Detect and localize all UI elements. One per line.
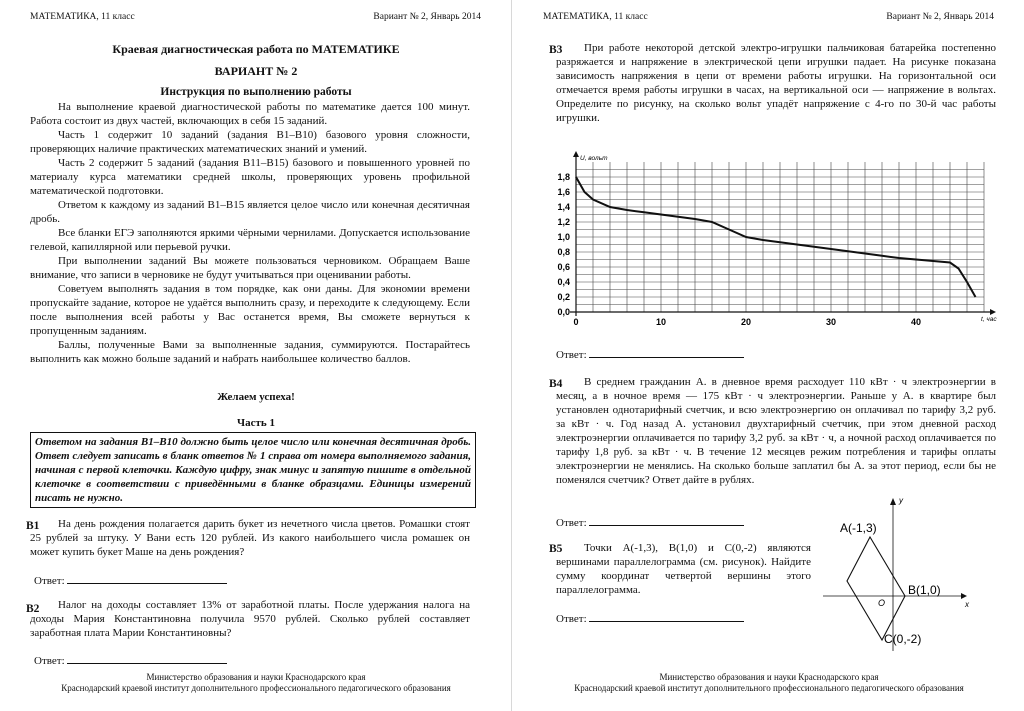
y-tick-label: 0,2 bbox=[557, 292, 570, 302]
y-tick-label: 1,6 bbox=[557, 187, 570, 197]
instruction-paragraph: Ответом к каждому из заданий B1–B15 является целое число или конечная десятичная дробь. bbox=[30, 199, 470, 225]
footer bbox=[20, 672, 492, 694]
answer-label: Ответ: bbox=[34, 655, 65, 667]
x-axis-arrow bbox=[990, 309, 996, 315]
x-axis-label: t, час bbox=[981, 316, 997, 323]
page-title: Краевая диагностическая работа по МАТЕМАТИКЕ bbox=[112, 42, 400, 56]
task-b2-text: Налог на доходы составляет 13% от заработной платы. После удержания налога на доходы Мария Константиновна получила 9570 рублей. Сколько рублей составляет заработная плата Марии Константиновны? bbox=[30, 599, 470, 639]
answer-field-b2[interactable] bbox=[67, 653, 227, 664]
y-tick-label: 0,0 bbox=[557, 307, 570, 317]
answer-line-b4 bbox=[556, 515, 744, 529]
answer-field-b3[interactable] bbox=[589, 347, 744, 358]
task-code-b3: B3 bbox=[549, 44, 563, 56]
instruction-paragraph: Баллы, полученные Вами за выполненные задания, суммируются. Постарайтесь выполнить как можно больше заданий и набрать наибольшее количество баллов. bbox=[30, 339, 470, 365]
task-code-b4: B4 bbox=[549, 378, 563, 390]
y-tick-label: 1,8 bbox=[557, 172, 570, 182]
answer-line-b5 bbox=[556, 611, 744, 625]
footer bbox=[533, 672, 1005, 694]
answer-line-b2 bbox=[34, 653, 227, 667]
header-variant: Вариант № 2, Январь 2014 bbox=[373, 12, 481, 22]
y-axis-label: y bbox=[899, 496, 903, 505]
task-b3-text: При работе некоторой детской электро-игрушки пальчиковая батарейка постепенно разряжается и напряжение в электрической цепи игрушки падает. На рисунке показана зависимость напряжения в цепи от времени работы игрушки. На горизонтальной оси отмечается время работы игрушки в часах, на вертикальной оси — напряжение в вольтах. Определите по рисунку, на сколько вольт упадёт напряжение с 4-го по 30-й час работы игрушки. bbox=[556, 42, 996, 124]
task-b4-text: В среднем гражданин А. в дневное время расходует 110 кВт · ч электроэнергии в месяц, а в ночное время — 175 кВт · ч электроэнергии. Раньше у А. в квартире был установлен однотарифный счетчик, и всю электроэнергию он оплачивал по тарифу 3,2 руб. за кВт · ч. Год назад А. установил двухтарифный счетчик, при этом дневной расход электроэнергии оплачивается по тарифу 3,2 руб. за кВт · ч, а ночной расход оплачивается по тарифу 1,8 руб. за кВт · ч. В течение 12 месяцев режим потребления и тарифы оплаты электроэнергии не менялись. На сколько больше заплатил бы А. за этот период, если бы не поменялся счетчик? Ответ дайте в рублях. bbox=[556, 376, 996, 486]
y-tick-label: 0,4 bbox=[557, 277, 570, 287]
answer-field-b1[interactable] bbox=[67, 573, 227, 584]
point-a-label: A(-1,3) bbox=[840, 521, 877, 535]
y-axis-arrow bbox=[573, 151, 579, 157]
answer-label: Ответ: bbox=[34, 575, 65, 587]
instruction-paragraph: На выполнение краевой диагностической работы по математике дается 100 минут. Работа состоит из двух частей, включающих в себя 15 заданий. bbox=[30, 101, 470, 127]
x-axis-arrow bbox=[961, 593, 967, 599]
footer-ministry: Министерство образования и науки Краснодарского края bbox=[146, 672, 366, 682]
task-b1-text: На день рождения полагается дарить букет из нечетного числа цветов. Ромашки стоят 25 рублей за штуку. У Вани есть 120 рублей. Из какого наибольшего числа ромашек он может купить букет Маше на день рождения? bbox=[30, 518, 470, 558]
y-axis-label: U, вольт bbox=[580, 155, 608, 162]
chart-grid bbox=[576, 162, 984, 312]
x-tick-label: 30 bbox=[825, 317, 837, 327]
part1-note-box: Ответом на задания B1–B10 должно быть целое число или конечная десятичная дробь. Ответ следует записать в бланк ответов № 1 справа от номера выполняемого задания, начиная с первой клеточки. Каждую цифру, знак минус и запятую пишите в отдельной клеточке в соответствии с приведёнными в бланке образцами. Единицы измерений писать не нужно. bbox=[30, 432, 476, 508]
answer-field-b5[interactable] bbox=[589, 611, 744, 622]
answer-label: Ответ: bbox=[556, 517, 587, 529]
footer-institute: Краснодарский краевой институт дополнительного профессионального педагогического образования bbox=[61, 683, 451, 693]
instruction-paragraph: Часть 2 содержит 5 заданий (задания B11–B15) базового и повышенного уровней по материалу курса математики средней школы, проверяющих уровень профильной математической подготовки. bbox=[30, 157, 470, 197]
origin-label: O bbox=[878, 598, 886, 608]
y-tick-label: 1,0 bbox=[557, 232, 570, 242]
footer-institute: Краснодарский краевой институт дополнительного профессионального педагогического образования bbox=[574, 683, 964, 693]
answer-line-b1 bbox=[34, 573, 227, 587]
y-tick-label: 0,8 bbox=[557, 247, 570, 257]
answer-label: Ответ: bbox=[556, 613, 587, 625]
answer-field-b4[interactable] bbox=[589, 515, 744, 526]
x-tick-label: 0 bbox=[573, 317, 579, 327]
y-tick-label: 0,6 bbox=[557, 262, 570, 272]
variant-title: ВАРИАНТ № 2 bbox=[214, 64, 298, 78]
y-tick-label: 1,4 bbox=[557, 202, 570, 212]
instruction-paragraph: Все бланки ЕГЭ заполняются яркими чёрными чернилами. Допускается использование гелевой, капиллярной или перьевой ручки. bbox=[30, 227, 470, 253]
answer-line-b3 bbox=[556, 347, 744, 361]
y-tick-label: 1,2 bbox=[557, 217, 570, 227]
task-code-b2: B2 bbox=[26, 603, 40, 615]
right-page bbox=[513, 0, 1024, 711]
x-tick-label: 40 bbox=[910, 317, 922, 327]
x-axis-label: x bbox=[965, 600, 969, 609]
instruction-paragraph: Часть 1 содержит 10 заданий (задания B1–B10) базового уровня сложности, проверяющих наличие практических математических знаний и умений. bbox=[30, 129, 470, 155]
point-c-label: C(0,-2) bbox=[884, 632, 922, 646]
wish-text: Желаем успеха! bbox=[217, 391, 295, 403]
parallelogram-figure bbox=[813, 495, 973, 653]
y-axis-arrow bbox=[890, 498, 896, 505]
instructions-body bbox=[30, 100, 470, 366]
task-code-b5: B5 bbox=[549, 543, 563, 555]
header-subject: МАТЕМАТИКА, 11 класс bbox=[543, 12, 648, 22]
chart-axes bbox=[570, 151, 996, 316]
instruction-paragraph: Советуем выполнять задания в том порядке, как они даны. Для экономии времени пропускайте задание, которое не удаётся выполнить сразу, и переходите к следующему. Если после выполнения всей работы у Вас останется время, Вы сможете вернуться к пропущенным заданиям. bbox=[30, 283, 470, 337]
task-b5-text: Точки A(-1,3), B(1,0) и C(0,-2) являются вершинами параллелограмма (см. рисунок). Найдите сумму координат четвертой вершины этого параллелограмма. bbox=[556, 542, 811, 596]
header-variant: Вариант № 2, Январь 2014 bbox=[886, 12, 994, 22]
header-subject: МАТЕМАТИКА, 11 класс bbox=[30, 12, 135, 22]
parallelogram bbox=[847, 537, 905, 640]
task-code-b1: B1 bbox=[26, 520, 40, 532]
instruction-paragraph: При выполнении заданий Вы можете пользоваться черновиком. Обращаем Ваше внимание, что записи в черновике не будут учитываться при оценивании работы. bbox=[30, 255, 470, 281]
instructions-title: Инструкция по выполнению работы bbox=[160, 86, 352, 98]
x-tick-label: 20 bbox=[740, 317, 752, 327]
answer-label: Ответ: bbox=[556, 349, 587, 361]
footer-ministry: Министерство образования и науки Краснодарского края bbox=[659, 672, 879, 682]
point-b-label: B(1,0) bbox=[908, 583, 941, 597]
x-tick-label: 10 bbox=[655, 317, 667, 327]
voltage-chart bbox=[548, 150, 997, 340]
part1-title: Часть 1 bbox=[237, 417, 275, 429]
